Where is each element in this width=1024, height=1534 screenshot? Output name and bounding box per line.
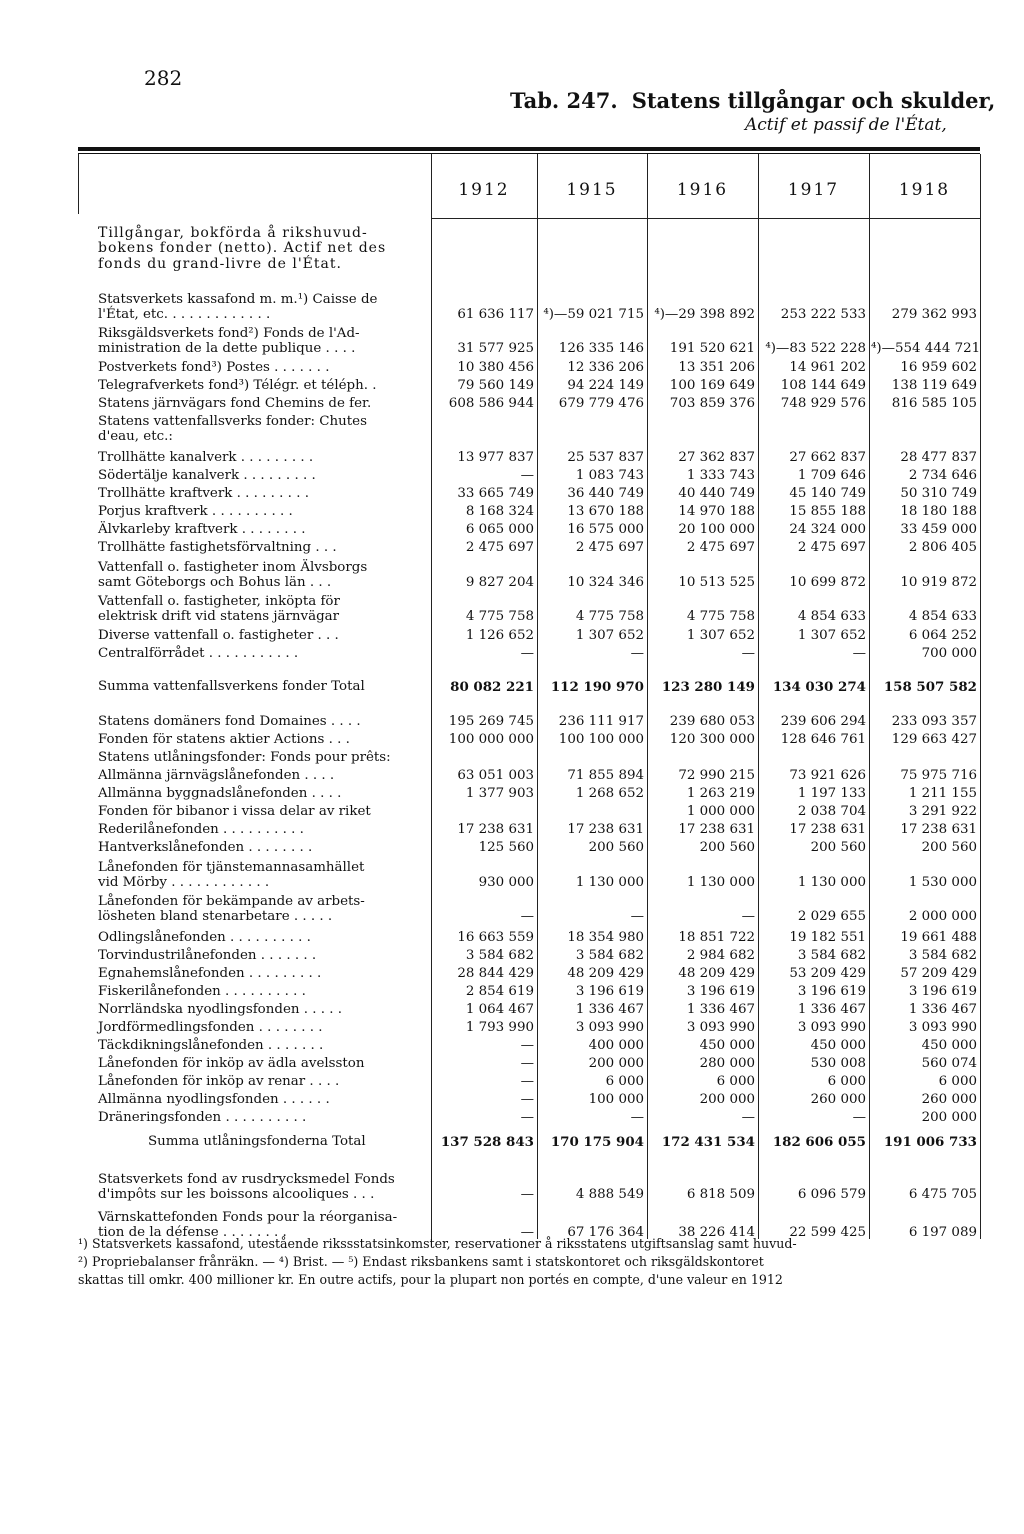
cell-vattenfall-inkopta-1912: 4 775 758 — [465, 609, 534, 625]
table-number: Tab. 247. — [510, 88, 618, 113]
row-label-vattenfall-head: Statens vattenfallsverks fonder: Chutes — [98, 414, 367, 429]
cell-varnskatt-1912: — — [520, 1225, 534, 1241]
row-label-arbetsloshet: lösheten bland stenarbetare . . . . . — [98, 909, 333, 925]
cell-kassafond-1917: 253 222 533 — [780, 307, 866, 323]
cell-domaner-1916: 239 680 053 — [669, 714, 755, 729]
cell-vattenfall-inkopta-1915: 4 775 758 — [575, 609, 644, 625]
cell-jordformedling-1916: 3 093 990 — [686, 1020, 755, 1035]
row-label-sodertalje: Södertälje kanalverk . . . . . . . . . — [98, 468, 316, 483]
year-header: 1916 — [676, 180, 729, 200]
cell-diverse-1915: 1 307 652 — [575, 628, 644, 643]
cell-allm-jarnvag-1915: 71 855 894 — [567, 768, 644, 783]
year-header: 1912 — [458, 180, 510, 200]
cell-kassafond-1915: ⁴)—59 021 715 — [543, 307, 644, 323]
cell-trollhatte-kraft-1915: 36 440 749 — [567, 486, 644, 501]
row-label-trollhatte-kanal: Trollhätte kanalverk . . . . . . . . . — [98, 450, 314, 465]
row-label-bibanor: Fonden för bibanor i vissa delar av riket — [98, 804, 371, 819]
row-label-kassafond: Statsverkets kassafond m. m.¹) Caisse de — [98, 292, 378, 307]
cell-porjus-1917: 15 855 188 — [789, 504, 866, 519]
cell-jarnvag-1915: 679 779 476 — [558, 396, 644, 411]
row-label-alvkarleby: Älvkarleby kraftverk . . . . . . . . — [98, 522, 306, 537]
page-title — [510, 88, 995, 113]
cell-centralforradet-1912: — — [520, 646, 534, 661]
cell-vattenfall-alvsborg-1916: 10 513 525 — [678, 575, 755, 591]
cell-sodertalje-1916: 1 333 743 — [686, 468, 755, 483]
row-label-fiskeri: Fiskerilånefonden . . . . . . . . . . — [98, 984, 306, 999]
cell-jarnvag-1916: 703 859 376 — [669, 396, 755, 411]
cell-sodertalje-1917: 1 709 646 — [797, 468, 866, 483]
cell-alvkarleby-1916: 20 100 000 — [678, 522, 755, 537]
cell-porjus-1916: 14 970 188 — [678, 504, 755, 519]
cell-domaner-1917: 239 606 294 — [780, 714, 866, 729]
cell-hantverk-1915: 200 560 — [588, 840, 644, 855]
row-label-summa-utlaning: Summa utlåningsfonderna Total — [148, 1134, 366, 1149]
cell-renar-1917: 6 000 — [827, 1074, 866, 1089]
cell-norrland-1916: 1 336 467 — [686, 1002, 755, 1017]
cell-vattenfall-alvsborg-1912: 9 827 204 — [465, 575, 534, 591]
cell-norrland-1912: 1 064 467 — [465, 1002, 534, 1017]
cell-renar-1915: 6 000 — [605, 1074, 644, 1089]
cell-varnskatt-1916: 38 226 414 — [678, 1225, 755, 1241]
cell-hantverk-1912: 125 560 — [478, 840, 534, 855]
cell-domaner-1915: 236 111 917 — [558, 714, 644, 729]
row-label-rusdryck: Statsverkets fond av rusdrycksmedel Fonds — [98, 1172, 395, 1187]
cell-trollhatte-fast-1918: 2 806 405 — [908, 540, 977, 555]
row-label-allm-nyodling: Allmänna nyodlingsfonden . . . . . . — [98, 1092, 330, 1107]
cell-domaner-1918: 233 093 357 — [891, 714, 977, 729]
row-label-sec-head: bokens fonder (netto). Actif net des — [98, 240, 387, 257]
row-label-post: Postverkets fond³) Postes . . . . . . . — [98, 360, 330, 375]
cell-alvkarleby-1917: 24 324 000 — [789, 522, 866, 537]
cell-tackdikning-1915: 400 000 — [588, 1038, 644, 1053]
cell-centralforradet-1915: — — [630, 646, 644, 661]
row-label-vattenfall-alvsborg: samt Göteborgs och Bohus län . . . — [98, 575, 332, 591]
cell-torv-1915: 3 584 682 — [575, 948, 644, 963]
cell-sodertalje-1915: 1 083 743 — [575, 468, 644, 483]
row-label-rederi: Rederilånefonden . . . . . . . . . . — [98, 822, 304, 837]
cell-rederi-1916: 17 238 631 — [678, 822, 755, 837]
cell-sodertalje-1912: — — [520, 468, 534, 483]
cell-tjanstemanna-1912: 930 000 — [478, 875, 534, 891]
cell-post-1916: 13 351 206 — [678, 360, 755, 375]
row-label-riksgald: Riksgäldsverkets fond²) Fonds de l'Ad- — [98, 326, 360, 341]
table-title: Statens tillgångar och skulder, — [631, 88, 996, 113]
cell-avelsston-1918: 560 074 — [921, 1056, 977, 1071]
cell-allm-nyodling-1915: 100 000 — [588, 1092, 644, 1107]
cell-telegraf-1918: 138 119 649 — [891, 378, 977, 393]
cell-varnskatt-1917: 22 599 425 — [789, 1225, 866, 1241]
cell-telegraf-1916: 100 169 649 — [669, 378, 755, 393]
page-subtitle: Actif et passif de l'État, — [745, 115, 947, 135]
row-label-varnskatt: tion de la défense . . . . . . . . — [98, 1225, 287, 1241]
cell-jarnvag-1912: 608 586 944 — [448, 396, 534, 411]
row-label-tackdikning: Täckdikningslånefonden . . . . . . . — [98, 1038, 324, 1053]
cell-jarnvag-1918: 816 585 105 — [891, 396, 977, 411]
cell-allm-jarnvag-1916: 72 990 215 — [678, 768, 755, 783]
cell-trollhatte-fast-1916: 2 475 697 — [686, 540, 755, 555]
cell-trollhatte-kraft-1917: 45 140 749 — [789, 486, 866, 501]
row-label-arbetsloshet: Lånefonden för bekämpande av arbets- — [98, 894, 365, 909]
cell-alvkarleby-1912: 6 065 000 — [465, 522, 534, 537]
cell-diverse-1912: 1 126 652 — [465, 628, 534, 643]
cell-telegraf-1912: 79 560 149 — [457, 378, 534, 393]
row-label-varnskatt: Värnskattefonden Fonds pour la réorganisa- — [98, 1210, 398, 1225]
cell-post-1915: 12 336 206 — [567, 360, 644, 375]
cell-hantverk-1918: 200 560 — [921, 840, 977, 855]
column-rule — [78, 154, 79, 214]
cell-allm-bygg-1912: 1 377 903 — [465, 786, 534, 801]
cell-allm-nyodling-1912: — — [520, 1092, 534, 1107]
cell-sodertalje-1918: 2 734 646 — [908, 468, 977, 483]
cell-jarnvag-1917: 748 929 576 — [780, 396, 866, 411]
cell-aktier-1917: 128 646 761 — [780, 732, 866, 747]
row-label-avelsston: Lånefonden för inköp av ädla avelsston — [98, 1056, 365, 1071]
cell-egnahem-1915: 48 209 429 — [567, 966, 644, 981]
row-label-summa-vattenfall: Summa vattenfallsverkens fonder Total — [98, 679, 365, 694]
cell-kassafond-1912: 61 636 117 — [457, 307, 534, 323]
cell-egnahem-1916: 48 209 429 — [678, 966, 755, 981]
cell-kassafond-1916: ⁴)—29 398 892 — [654, 307, 755, 323]
cell-odling-1915: 18 354 980 — [567, 930, 644, 945]
row-label-utlaning-head: Statens utlåningsfonder: Fonds pour prêts: — [98, 750, 391, 765]
cell-aktier-1918: 129 663 427 — [891, 732, 977, 747]
cell-fiskeri-1915: 3 196 619 — [575, 984, 644, 999]
cell-vattenfall-alvsborg-1915: 10 324 346 — [567, 575, 644, 591]
cell-rederi-1915: 17 238 631 — [567, 822, 644, 837]
cell-alvkarleby-1918: 33 459 000 — [900, 522, 977, 537]
cell-avelsston-1917: 530 008 — [810, 1056, 866, 1071]
cell-vattenfall-alvsborg-1917: 10 699 872 — [789, 575, 866, 591]
cell-rederi-1918: 17 238 631 — [900, 822, 977, 837]
row-label-tjanstemanna: Lånefonden för tjänstemannasamhället — [98, 860, 365, 875]
page-number: 282 — [144, 66, 183, 90]
cell-summa-vattenfall-1918: 158 507 582 — [883, 679, 977, 695]
cell-summa-utlaning-1916: 172 431 534 — [661, 1134, 755, 1150]
cell-aktier-1916: 120 300 000 — [669, 732, 755, 747]
row-label-trollhatte-fast: Trollhätte fastighetsförvaltning . . . — [98, 540, 337, 555]
cell-rederi-1917: 17 238 631 — [789, 822, 866, 837]
row-label-telegraf: Telegrafverkets fond³) Télégr. et téléph. . — [98, 378, 377, 393]
column-rule — [537, 154, 538, 1239]
cell-riksgald-1912: 31 577 925 — [457, 341, 534, 357]
row-label-vattenfall-inkopta: elektrisk drift vid statens järnvägar — [98, 609, 340, 625]
cell-trollhatte-kanal-1918: 28 477 837 — [900, 450, 977, 465]
cell-renar-1918: 6 000 — [938, 1074, 977, 1089]
cell-avelsston-1915: 200 000 — [588, 1056, 644, 1071]
column-rule — [431, 154, 432, 1239]
cell-diverse-1916: 1 307 652 — [686, 628, 755, 643]
cell-odling-1916: 18 851 722 — [678, 930, 755, 945]
cell-rederi-1912: 17 238 631 — [457, 822, 534, 837]
row-label-norrland: Norrländska nyodlingsfonden . . . . . — [98, 1002, 343, 1017]
cell-jordformedling-1917: 3 093 990 — [797, 1020, 866, 1035]
cell-jordformedling-1915: 3 093 990 — [575, 1020, 644, 1035]
cell-trollhatte-fast-1912: 2 475 697 — [465, 540, 534, 555]
cell-odling-1917: 19 182 551 — [789, 930, 866, 945]
cell-arbetsloshet-1915: — — [630, 909, 644, 925]
row-label-riksgald: ministration de la dette publique . . . . — [98, 341, 356, 357]
row-label-allm-jarnvag: Allmänna järnvägslånefonden . . . . — [98, 768, 335, 783]
cell-summa-vattenfall-1917: 134 030 274 — [772, 679, 866, 695]
cell-fiskeri-1917: 3 196 619 — [797, 984, 866, 999]
cell-torv-1918: 3 584 682 — [908, 948, 977, 963]
cell-tackdikning-1912: — — [520, 1038, 534, 1053]
cell-summa-utlaning-1912: 137 528 843 — [440, 1134, 534, 1150]
cell-odling-1918: 19 661 488 — [900, 930, 977, 945]
cell-centralforradet-1916: — — [741, 646, 755, 661]
column-rule — [980, 154, 981, 1239]
cell-telegraf-1915: 94 224 149 — [567, 378, 644, 393]
row-label-domaner: Statens domäners fond Domaines . . . . — [98, 714, 361, 729]
row-label-egnahem: Egnahemslånefonden . . . . . . . . . — [98, 966, 322, 981]
cell-odling-1912: 16 663 559 — [457, 930, 534, 945]
cell-norrland-1918: 1 336 467 — [908, 1002, 977, 1017]
cell-summa-utlaning-1915: 170 175 904 — [550, 1134, 644, 1150]
cell-jordformedling-1918: 3 093 990 — [908, 1020, 977, 1035]
cell-post-1917: 14 961 202 — [789, 360, 866, 375]
row-label-jarnvag: Statens järnvägars fond Chemins de fer. — [98, 396, 372, 411]
cell-tackdikning-1917: 450 000 — [810, 1038, 866, 1053]
cell-kassafond-1918: 279 362 993 — [891, 307, 977, 323]
cell-trollhatte-fast-1915: 2 475 697 — [575, 540, 644, 555]
cell-rusdryck-1916: 6 818 509 — [686, 1187, 755, 1203]
cell-arbetsloshet-1917: 2 029 655 — [797, 909, 866, 925]
cell-egnahem-1917: 53 209 429 — [789, 966, 866, 981]
row-label-vattenfall-inkopta: Vattenfall o. fastigheter, inköpta för — [98, 594, 340, 609]
cell-draenering-1915: — — [630, 1110, 644, 1125]
cell-vattenfall-alvsborg-1918: 10 919 872 — [900, 575, 977, 591]
row-label-vattenfall-head: d'eau, etc.: — [98, 429, 173, 445]
cell-diverse-1918: 6 064 252 — [908, 628, 977, 643]
cell-riksgald-1916: 191 520 621 — [669, 341, 755, 357]
cell-hantverk-1917: 200 560 — [810, 840, 866, 855]
cell-bibanor-1916: 1 000 000 — [686, 804, 755, 819]
cell-tjanstemanna-1915: 1 130 000 — [575, 875, 644, 891]
cell-trollhatte-kanal-1912: 13 977 837 — [457, 450, 534, 465]
cell-aktier-1912: 100 000 000 — [448, 732, 534, 747]
cell-rusdryck-1912: — — [520, 1187, 534, 1203]
cell-renar-1912: — — [520, 1074, 534, 1089]
cell-porjus-1912: 8 168 324 — [465, 504, 534, 519]
cell-post-1912: 10 380 456 — [457, 360, 534, 375]
cell-allm-jarnvag-1917: 73 921 626 — [789, 768, 866, 783]
cell-tackdikning-1916: 450 000 — [699, 1038, 755, 1053]
footnote-line: ²) Propriebalanser frånräkn. — ⁴) Brist. — ⁵) Endast riksbankens samt i statskontoret och riksgäldskontoret — [78, 1254, 764, 1269]
cell-torv-1912: 3 584 682 — [465, 948, 534, 963]
cell-torv-1917: 3 584 682 — [797, 948, 866, 963]
cell-trollhatte-kanal-1917: 27 662 837 — [789, 450, 866, 465]
cell-avelsston-1912: — — [520, 1056, 534, 1071]
row-label-sec-head: Tillgångar, bokförda å rikshuvud- — [98, 225, 368, 241]
cell-norrland-1917: 1 336 467 — [797, 1002, 866, 1017]
cell-fiskeri-1912: 2 854 619 — [465, 984, 534, 999]
cell-alvkarleby-1915: 16 575 000 — [567, 522, 644, 537]
cell-diverse-1917: 1 307 652 — [797, 628, 866, 643]
cell-trollhatte-kraft-1916: 40 440 749 — [678, 486, 755, 501]
cell-summa-utlaning-1917: 182 606 055 — [772, 1134, 866, 1150]
cell-renar-1916: 6 000 — [716, 1074, 755, 1089]
row-label-odling: Odlingslånefonden . . . . . . . . . . — [98, 930, 311, 945]
cell-allm-bygg-1918: 1 211 155 — [908, 786, 977, 801]
cell-tjanstemanna-1916: 1 130 000 — [686, 875, 755, 891]
top-rule — [78, 147, 980, 151]
row-label-tjanstemanna: vid Mörby . . . . . . . . . . . . — [98, 875, 270, 891]
row-label-porjus: Porjus kraftverk . . . . . . . . . . — [98, 504, 293, 519]
cell-arbetsloshet-1918: 2 000 000 — [908, 909, 977, 925]
cell-porjus-1915: 13 670 188 — [567, 504, 644, 519]
column-rule — [869, 154, 870, 1239]
cell-vattenfall-inkopta-1916: 4 775 758 — [686, 609, 755, 625]
cell-varnskatt-1918: 6 197 089 — [908, 1225, 977, 1241]
column-rule — [758, 154, 759, 1239]
year-header: 1918 — [898, 180, 951, 200]
cell-hantverk-1916: 200 560 — [699, 840, 755, 855]
cell-fiskeri-1918: 3 196 619 — [908, 984, 977, 999]
cell-trollhatte-kanal-1915: 25 537 837 — [567, 450, 644, 465]
cell-riksgald-1917: ⁴)—83 522 228 — [765, 341, 866, 357]
cell-tjanstemanna-1917: 1 130 000 — [797, 875, 866, 891]
footnote-line: ¹) Statsverkets kassafond, utestående rikssstatsinkomster, reservationer å riksstatens utgiftsanslag samt huvud- — [78, 1236, 797, 1251]
row-label-allm-bygg: Allmänna byggnadslånefonden . . . . — [98, 786, 342, 801]
row-label-torv: Torvindustrilånefonden . . . . . . . — [98, 948, 317, 963]
row-label-aktier: Fonden för statens aktier Actions . . . — [98, 732, 350, 747]
cell-egnahem-1912: 28 844 429 — [457, 966, 534, 981]
cell-rusdryck-1917: 6 096 579 — [797, 1187, 866, 1203]
row-label-trollhatte-kraft: Trollhätte kraftverk . . . . . . . . . — [98, 486, 309, 501]
cell-tackdikning-1918: 450 000 — [921, 1038, 977, 1053]
cell-jordformedling-1912: 1 793 990 — [465, 1020, 534, 1035]
cell-centralforradet-1917: — — [852, 646, 866, 661]
cell-fiskeri-1916: 3 196 619 — [686, 984, 755, 999]
cell-trollhatte-kraft-1912: 33 665 749 — [457, 486, 534, 501]
cell-torv-1916: 2 984 682 — [686, 948, 755, 963]
row-label-sec-head: fonds du grand-livre de l'État. — [98, 255, 342, 272]
row-label-vattenfall-alvsborg: Vattenfall o. fastigheter inom Älvsborgs — [98, 560, 368, 575]
cell-varnskatt-1915: 67 176 364 — [567, 1225, 644, 1241]
cell-draenering-1912: — — [520, 1110, 534, 1125]
row-label-renar: Lånefonden för inköp av renar . . . . — [98, 1074, 340, 1089]
row-label-jordformedling: Jordförmedlingsfonden . . . . . . . . — [98, 1020, 323, 1035]
row-label-draenering: Dräneringsfonden . . . . . . . . . . — [98, 1110, 307, 1125]
cell-arbetsloshet-1912: — — [520, 909, 534, 925]
cell-summa-vattenfall-1916: 123 280 149 — [661, 679, 755, 695]
cell-allm-bygg-1915: 1 268 652 — [575, 786, 644, 801]
row-label-diverse: Diverse vattenfall o. fastigheter . . . — [98, 628, 339, 643]
cell-draenering-1918: 200 000 — [921, 1110, 977, 1125]
cell-norrland-1915: 1 336 467 — [575, 1002, 644, 1017]
cell-summa-utlaning-1918: 191 006 733 — [883, 1134, 977, 1150]
cell-centralforradet-1918: 700 000 — [921, 646, 977, 661]
cell-vattenfall-inkopta-1918: 4 854 633 — [908, 609, 977, 625]
cell-post-1918: 16 959 602 — [900, 360, 977, 375]
cell-allm-nyodling-1917: 260 000 — [810, 1092, 866, 1107]
cell-bibanor-1918: 3 291 922 — [908, 804, 977, 819]
year-header: 1915 — [566, 180, 618, 200]
cell-tjanstemanna-1918: 1 530 000 — [908, 875, 977, 891]
row-label-hantverk: Hantverkslånefonden . . . . . . . . — [98, 840, 313, 855]
cell-riksgald-1915: 126 335 146 — [558, 341, 644, 357]
row-label-rusdryck: d'impôts sur les boissons alcooliques . . . — [98, 1187, 375, 1203]
year-header: 1917 — [787, 180, 840, 200]
cell-allm-jarnvag-1912: 63 051 003 — [457, 768, 534, 783]
cell-allm-bygg-1917: 1 197 133 — [797, 786, 866, 801]
cell-trollhatte-kanal-1916: 27 362 837 — [678, 450, 755, 465]
cell-draenering-1916: — — [741, 1110, 755, 1125]
header-rule — [431, 218, 980, 219]
column-rule — [647, 154, 648, 1239]
cell-porjus-1918: 18 180 188 — [900, 504, 977, 519]
cell-draenering-1917: — — [852, 1110, 866, 1125]
data-table — [78, 154, 980, 1534]
footnote-line: skattas till omkr. 400 millioner kr. En outre actifs, pour la plupart non portés en compte, d'une valeur en 1912 — [78, 1272, 783, 1287]
cell-rusdryck-1915: 4 888 549 — [575, 1187, 644, 1203]
cell-allm-nyodling-1918: 260 000 — [921, 1092, 977, 1107]
cell-egnahem-1918: 57 209 429 — [900, 966, 977, 981]
cell-summa-vattenfall-1912: 80 082 221 — [450, 679, 534, 695]
cell-riksgald-1918: ⁴)—554 444 721 — [871, 341, 981, 357]
cell-arbetsloshet-1916: — — [741, 909, 755, 925]
cell-telegraf-1917: 108 144 649 — [780, 378, 866, 393]
cell-domaner-1912: 195 269 745 — [448, 714, 534, 729]
cell-summa-vattenfall-1915: 112 190 970 — [550, 679, 644, 695]
cell-aktier-1915: 100 100 000 — [558, 732, 644, 747]
row-label-kassafond: l'État, etc. . . . . . . . . . . . . — [98, 307, 271, 323]
cell-bibanor-1917: 2 038 704 — [797, 804, 866, 819]
row-label-centralforradet: Centralförrådet . . . . . . . . . . . — [98, 646, 299, 661]
cell-vattenfall-inkopta-1917: 4 854 633 — [797, 609, 866, 625]
cell-avelsston-1916: 280 000 — [699, 1056, 755, 1071]
cell-trollhatte-fast-1917: 2 475 697 — [797, 540, 866, 555]
cell-trollhatte-kraft-1918: 50 310 749 — [900, 486, 977, 501]
cell-rusdryck-1918: 6 475 705 — [908, 1187, 977, 1203]
cell-allm-jarnvag-1918: 75 975 716 — [900, 768, 977, 783]
cell-allm-bygg-1916: 1 263 219 — [686, 786, 755, 801]
cell-allm-nyodling-1916: 200 000 — [699, 1092, 755, 1107]
